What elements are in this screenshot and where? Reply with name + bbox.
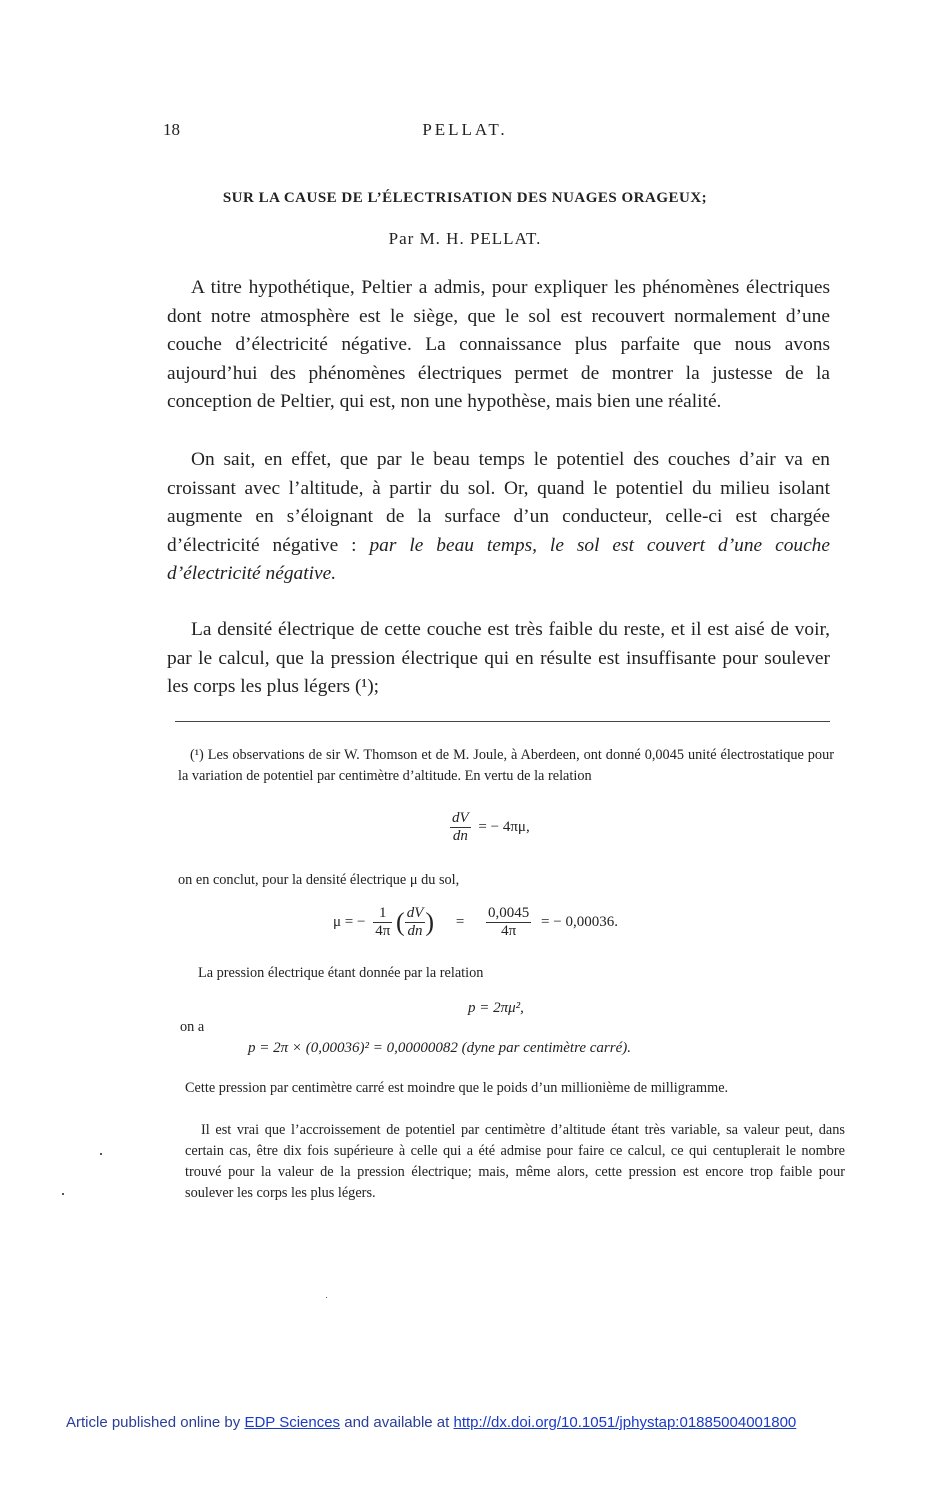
footnote-comparison bbox=[185, 1078, 845, 1099]
eq2-lhs: μ = − bbox=[333, 913, 366, 930]
paragraph-2-text: On sait, en effet, que par le beau temps le potentiel des couches d’air va en croissant avec l’altitude, à partir du sol. Or, quand le potentiel du milieu isolant augmente en s’éloignant de la surface d’un conducteur, celle-ci est chargée d’électricité négative : bbox=[167, 449, 830, 556]
eq1-numerator: dV bbox=[452, 810, 469, 826]
paragraph-1-text: A titre hypothétique, Peltier a admis, pour expliquer les phénomènes électriques dont notre atmosphère est le siège, que le sol est recouvert normalement d’une couche d’électricité négative. La connaissance plus parfaite que nous avons aujourd’hui des phénomènes électriques permet de montrer la justesse de la conception de Peltier, qui est, non une hypothèse, mais bien une réalité. bbox=[167, 277, 830, 413]
scan-speck bbox=[326, 1297, 327, 1298]
article-title: SUR LA CAUSE DE L’ÉLECTRISATION DES NUAGES ORAGEUX; bbox=[222, 190, 708, 206]
pressure-intro: La pression électrique étant donnée par la relation bbox=[198, 965, 484, 981]
equation-2: μ = − $\frac{1}{4\pi}$ ( $\frac{dV}{dn}$ ) = $\frac{0,0045}{4\pi}$ = − 0,00036. bbox=[333, 905, 618, 939]
byline: Par M. H. PELLAT. bbox=[388, 229, 542, 248]
footnote-divider bbox=[175, 721, 830, 722]
on-a-label: on a bbox=[180, 1019, 205, 1035]
publication-footer bbox=[66, 1414, 796, 1431]
eq2-frac2-den: 4π bbox=[501, 923, 517, 939]
equation-3: p = 2πμ², bbox=[468, 1000, 524, 1016]
paragraph-2 bbox=[167, 446, 830, 589]
eq1-rhs: = − 4πμ, bbox=[478, 818, 530, 835]
footnote-closing-text: Il est vrai que l’accroissement de potentiel par centimètre d’altitude étant très variable, sa valeur peut, dans certain cas, être dix fois supérieure à celle qui a été admise pour faire ce calcul, ce qui centuplerait le nombre trouvé pour la valeur de la pression électrique; mais, même alors, cette pression est encore trop faible pour soulever les corps les plus légers. bbox=[185, 1122, 845, 1201]
scan-speck bbox=[62, 1193, 64, 1195]
footnote-intro bbox=[178, 745, 834, 787]
eq2-frac1-num: 1 bbox=[373, 905, 392, 923]
footnote-comparison-text: Cette pression par centimètre carré est moindre que le poids d’un millionième de milligramme. bbox=[185, 1080, 729, 1096]
paragraph-3 bbox=[167, 616, 830, 702]
doi-link[interactable]: http://dx.doi.org/10.1051/jphystap:01885004001800 bbox=[453, 1414, 797, 1431]
eq2-paren-den: dn bbox=[407, 923, 423, 939]
scan-speck bbox=[100, 1153, 102, 1155]
equation-4: p = 2π × (0,00036)² = 0,00000082 (dyne par centimètre carré). bbox=[248, 1040, 631, 1056]
paragraph-3-text: La densité électrique de cette couche est très faible du reste, et il est aisé de voir, par le calcul, que la pression électrique qui en résulte est insuffisante pour soulever les corps les plus légers (¹); bbox=[167, 619, 830, 698]
footnote-intro-text: (¹) Les observations de sir W. Thomson et de M. Joule, à Aberdeen, ont donné 0,0045 unité électrostatique pour la variation de potentiel par centimètre d’altitude. En vertu de la relation bbox=[178, 747, 834, 784]
paragraph-2-italic: par le beau temps, le sol est couvert d’une couche d’électricité négative. bbox=[167, 534, 830, 585]
eq2-equals: = bbox=[455, 913, 465, 930]
eq2-rhs: = − 0,00036. bbox=[541, 913, 618, 930]
page-number: 18 bbox=[163, 120, 180, 139]
footnote-closing bbox=[185, 1120, 845, 1204]
footer-middle: and available at bbox=[340, 1414, 454, 1431]
eq2-frac2-num: 0,0045 bbox=[488, 905, 530, 921]
publisher-link[interactable]: EDP Sciences bbox=[244, 1414, 341, 1431]
eq2-frac1-den: 4π bbox=[375, 923, 391, 939]
footnote-conclusion: on en conclut, pour la densité électrique μ du sol, bbox=[178, 872, 460, 888]
equation-1 bbox=[450, 810, 530, 845]
eq1-denominator: dn bbox=[452, 828, 468, 844]
paragraph-1 bbox=[167, 274, 830, 417]
eq2-paren-num: dV bbox=[406, 905, 424, 921]
footer-prefix: Article published online by bbox=[66, 1414, 245, 1431]
running-head: PELLAT. bbox=[422, 120, 508, 139]
